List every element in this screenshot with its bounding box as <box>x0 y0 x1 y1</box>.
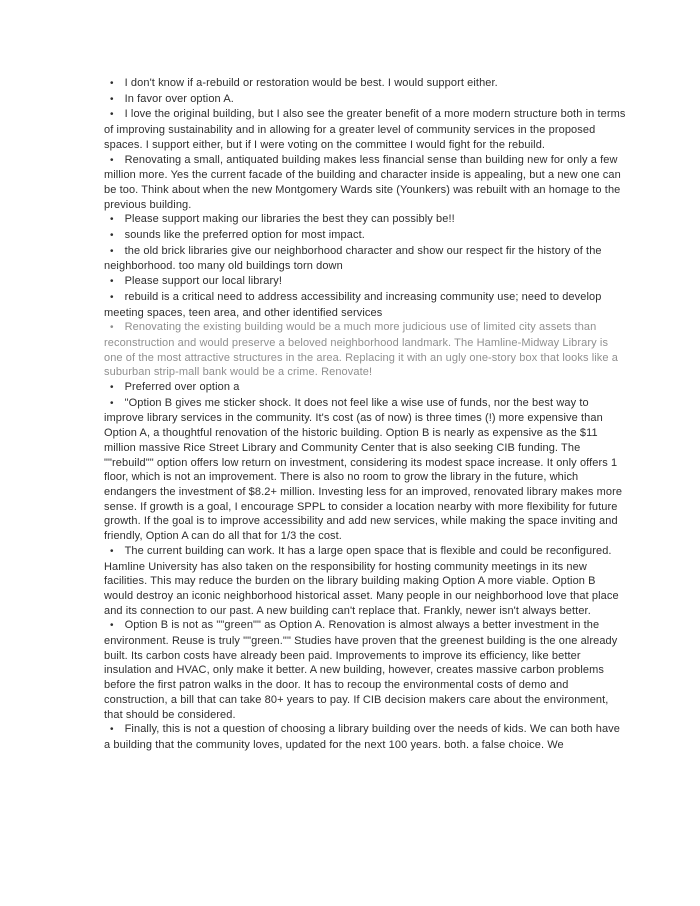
comment-text: Renovating a small, antiquated building makes less financial sense than building new for only a few million more. Yes the current facade of the building and character inside is appealing, but a new one can be too. Think about when the new Montgomery Wards site (Younkers) was rebuilt with an homage to the previous building. <box>104 153 621 211</box>
bullet-icon: • <box>110 620 114 632</box>
bullet-icon: • <box>110 154 114 166</box>
comment-text: The current building can work. It has a large open space that is flexible and could be reconfigured. Hamline University has also taken on the responsibility for hosting community meetings in its new facilities. This may reduce the burden on the library building making Option A more viable. Option B would destroy an iconic neighborhood historical asset. Many people in our neighborhood love that place and its connection to our past. A new building can't replace that. Frankly, newer isn't always better. <box>104 544 619 617</box>
comment-item <box>104 274 626 290</box>
comment-text: I love the original building, but I also see the greater benefit of a more modern structure both in terms of improving sustainability and in allowing for a greater level of community services in the proposed spaces. I support either, but if I were voting on the committee I would fight for the rebuild. <box>104 108 626 151</box>
comment-text: Finally, this is not a question of choosing a library building over the needs of kids. We can both have a building that the community loves, updated for the next 100 years. both. a false choice. We <box>104 723 621 751</box>
comment-text: the old brick libraries give our neighborhood character and show our respect fir the history of the neighborhood. too many old buildings torn down <box>104 244 602 273</box>
comment-item <box>104 544 626 619</box>
bullet-icon: • <box>110 291 114 303</box>
bullet-icon: • <box>110 93 114 105</box>
bullet-icon: • <box>110 545 114 557</box>
comment-text: In favor over option A. <box>124 92 234 105</box>
comment-text: "Option B gives me sticker shock. It does not feel like a wise use of funds, nor the best way to improve library services in the community. It's cost (as of now) is three times (!) more expensive than Option A, a thoughtful renovation of the historic building. Option B is nearly as expensive as the $11 million massive Rice Street Library and Community Center that is also seeking CIB funding. The ""rebuild"" option offers low return on investment, considering its modest space increase. It only offers 1 floor, which is not an improvement. There is also no room to grow the library in the future, which endangers the investment of $8.2+ million. Investing less for an improved, renovated library makes more sense. If growth is a goal, I encourage SPPL to consider a location nearby with more flexibility for future growth. If the goal is to improve accessibility and add new services, while making the space inviting and friendly, Option A can do all that for 1/3 the cost. <box>104 396 623 543</box>
comment-item <box>104 92 626 108</box>
comment-item <box>104 153 626 213</box>
comment-text: sounds like the preferred option for most impact. <box>124 229 365 242</box>
comment-text: Please support our local library! <box>124 275 282 288</box>
bullet-icon: • <box>110 724 114 736</box>
comment-item <box>104 244 626 274</box>
bullet-icon: • <box>110 78 114 89</box>
comment-item <box>104 380 626 396</box>
comment-item <box>104 618 626 722</box>
bullet-icon: • <box>110 322 114 334</box>
comment-text: rebuild is a critical need to address accessibility and increasing community use; need to develop meeting spaces, teen area, and other identified services <box>104 290 602 319</box>
bullet-icon: • <box>110 230 114 242</box>
bullet-icon: • <box>110 397 114 409</box>
comment-item <box>104 228 626 244</box>
comment-item <box>104 76 626 92</box>
comment-text: Option B is not as ""green"" as Option A. Renovation is almost always a better investment in the environment. Reuse is truly ""green."" Studies have proven that the greenest building is the one already built. Its carbon costs have already been paid. Improvements to improve its efficiency, like better insulation and HVAC, only make it better. A new building, however, creates massive carbon problems before the first patron walks in the door. It has to recoup the environmental costs of demo and construction, a bill that can take 80+ years to pay. If CIB decision makers care about the environment, that should be considered. <box>104 619 618 721</box>
comment-item <box>104 722 626 752</box>
comment-item <box>104 107 626 152</box>
comment-text: Renovating the existing building would be a much more judicious use of limited city assets than reconstruction and would preserve a beloved neighborhood landmark. The Hamline-Midway Library is one of the most attractive structures in the area. Replacing it with an ugly one-story box that looks like a suburban strip-mall bank would be a crime. Renovate! <box>104 321 619 379</box>
comment-text: I don't know if a-rebuild or restoration would be best. I would support either. <box>124 77 498 89</box>
comment-item <box>104 212 626 228</box>
comment-item <box>104 396 626 544</box>
comment-text: Please support making our libraries the best they can possibly be!! <box>124 213 455 226</box>
comment-item <box>104 290 626 320</box>
bullet-icon: • <box>110 245 114 257</box>
bullet-icon: • <box>110 109 114 121</box>
comment-list <box>104 76 626 753</box>
bullet-icon: • <box>110 214 114 226</box>
bullet-icon: • <box>110 276 114 288</box>
bullet-icon: • <box>110 382 114 394</box>
comment-text: Preferred over option a <box>124 381 240 394</box>
comment-item <box>104 320 626 380</box>
